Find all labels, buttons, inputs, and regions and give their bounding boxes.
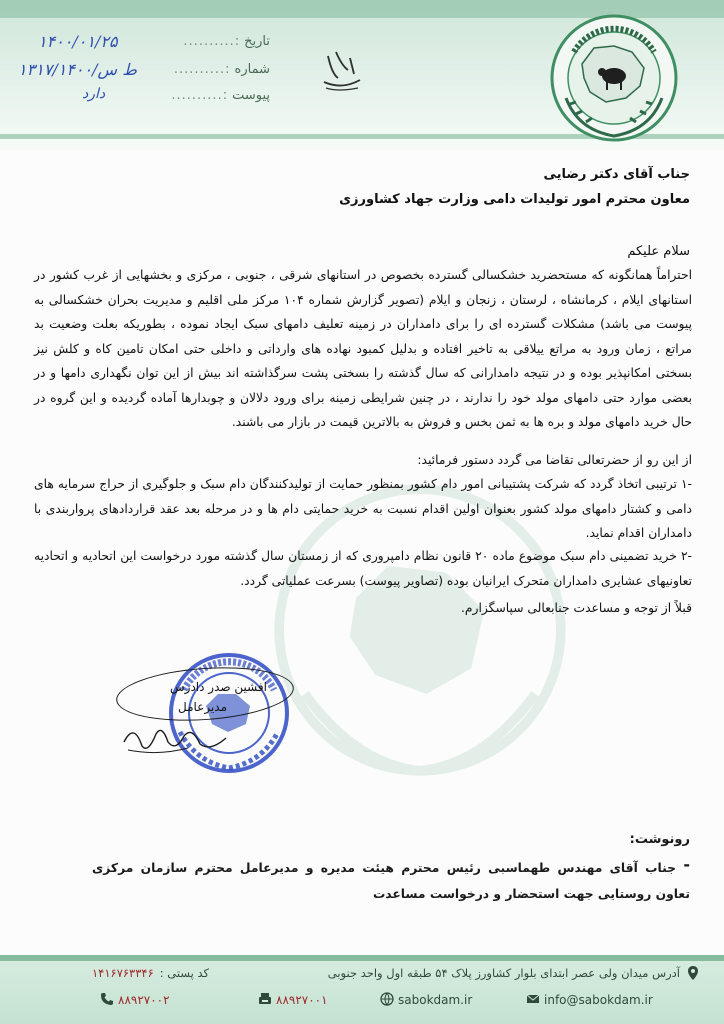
request-intro: از این رو از حضرتعالی تقاضا می گردد دستور فرمائید: <box>417 453 692 467</box>
attachment-label-row: پیوست:.......... <box>171 88 270 103</box>
postal-code: ۱۴۱۶۷۶۳۳۴۶ <box>92 966 154 980</box>
number-label-row: شماره:.......... <box>173 62 270 77</box>
item-1-marker: -۱ <box>680 477 692 491</box>
website-value[interactable]: sabokdam.ir <box>398 993 473 1007</box>
recipient-name: جناب آقای دکتر رضایی <box>543 167 690 182</box>
date-label: تاریخ <box>244 34 270 49</box>
email-value[interactable]: info@sabokdam.ir <box>544 993 653 1007</box>
footer-email[interactable] <box>526 992 653 1007</box>
phone-2-value: ۸۸۹۲۷۰۰۱ <box>276 993 328 1007</box>
date-label-row: تاریخ:.......... <box>183 34 270 49</box>
cc-title: رونوشت: <box>629 832 690 847</box>
cc-dash: - <box>683 855 690 874</box>
item-2-text: خرید تضمینی دام سبک موضوع ماده ۲۰ قانون نظام دامپروری که از زمستان سال گذشته مورد درخواست این اتحادیه و اتحادیه تعاونیهای عشایری دامداران متحرک ایرانیان بوده (تصاویر پیوست) بسرعت عملیاتی گردد. <box>34 549 692 588</box>
footer-phone-2 <box>258 992 328 1007</box>
request-item-1 <box>34 472 692 546</box>
signatory-name: افشین صدر دادرس <box>170 680 267 694</box>
number-label: شماره <box>234 62 270 77</box>
cc-text <box>92 855 690 907</box>
item-2-marker: -۲ <box>680 549 692 563</box>
recipient-title: معاون محترم امور تولیدات دامی وزارت جهاد کشاورزی <box>339 192 690 207</box>
location-pin-icon <box>688 966 698 980</box>
postal-label: کد پستی : <box>159 966 209 980</box>
signatory-title: مدیرعامل <box>178 700 228 714</box>
footer-postal <box>92 966 209 980</box>
footer-address: آدرس میدان ولی عصر ابتدای بلوار کشاورز پلاک ۵۴ طبقه اول واحد جنوبی <box>327 966 680 980</box>
phone-icon <box>100 992 114 1006</box>
organization-logo <box>548 12 680 144</box>
attachment-label: پیوست <box>232 88 270 103</box>
fax-icon <box>258 992 272 1006</box>
footer-phone-1 <box>100 992 170 1007</box>
request-item-2 <box>34 544 692 593</box>
footer-website[interactable] <box>380 992 472 1007</box>
date-value: ۱۴۰۰/۰۱/۲۵ <box>38 32 118 51</box>
main-paragraph: احتراماً همانگونه که مستحضرید خشکسالی گسترده بخصوص در استانهای شرقی ، جنوبی ، مرکزی و بخشهایی از غرب کشور در استانهای ایلام ، کرمانشاه ، لرستان ، زنجان و ایلام (تصویر گزارش شماره ۱۰۴ مرکز ملی اقلیم و مدیریت بحران خشکسالی به پیوست می باشد) مشکلات گسترده ای را برای دامداران در زمینه تعلیف دامهای سبک ایجاد نموده ، بطوریکه بعلت وضعیت بد مراتع ، زمان ورود به مراتع ییلاقی به تاخیر افتاده و بدلیل کمبود نهاده های وارداتی و داخلی حتی امکان تامین کاه و کلش نیز بسختی امکانپذیر بوده و در نتیجه دامدارانی که سال گذشته را بسختی پشت سرگذاشته اند بیش از این توان نگهداری دامها و در بعضی موارد حتی دامهای مولد خود را ندارند ، در چنین شرایطی زمینه برای ورود دلالان و چوبدارها آماده گردیده و این گروه در حال خرید دامهای مولد و بره ها به ثمن بخس و فروش به بالاترین قیمت در بازار می باشند. <box>34 268 692 429</box>
greeting: سلام علیکم <box>627 244 690 259</box>
globe-icon <box>380 992 394 1006</box>
closing-line: قبلاً از توجه و مساعدت جنابعالی سپاسگزارم. <box>461 601 692 615</box>
footer-stripe <box>0 955 724 961</box>
cc-recipient: جناب آقای مهندس طهماسبی رئیس محترم هیئت مدیره و مدیرعامل محترم سازمان مرکزی تعاون روستایی جهت استحضار و درخواست مساعدت <box>92 861 690 901</box>
item-1-text: ترتیبی اتخاذ گردد که شرکت پشتیبانی امور دام کشور بمنظور حمایت از تولیدکنندگان دام سبک و جلوگیری از حراج سرمایه های دامی و کشتار دامهای مولد کشور بعنوان اولین اقدام نسبت به خرید حمایتی دام ها و در مرحله بعد عقد قراردادهای پرواربندی با دامداران اقدام نماید. <box>34 477 692 540</box>
attachment-value: دارد <box>82 86 106 102</box>
bismillah-calligraphy <box>318 44 366 94</box>
handwritten-signature <box>118 712 238 758</box>
email-icon <box>526 992 540 1006</box>
number-value: ۱۳۱۷/۱۴۰۰/ط س <box>18 60 137 79</box>
phone-1-value: ۸۸۹۲۷۰۰۲ <box>118 993 170 1007</box>
